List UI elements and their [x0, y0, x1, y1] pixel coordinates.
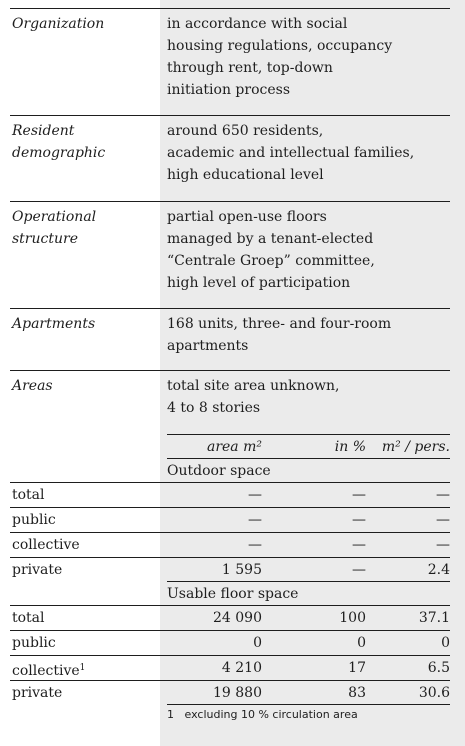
section-label: Resident demographic	[12, 123, 106, 161]
section-areas	[10, 370, 450, 431]
section-label: Organization	[12, 16, 105, 32]
group-title: Usable floor space	[167, 586, 299, 602]
section-text: around 650 residents, academic and intellectual families, high educational level	[167, 123, 415, 183]
table-bottom-rule	[167, 704, 450, 706]
header-per-person: m² / pers.	[381, 439, 450, 455]
outdoor-space-title-row	[167, 458, 450, 483]
section-text: in accordance with social housing regulations, occupancy through rent, top-down initiation process	[167, 16, 393, 98]
table-row: public — — —	[10, 507, 450, 532]
table-row: private 1 595 — 2.4	[10, 557, 450, 582]
section-text: total site area unknown, 4 to 8 stories	[167, 378, 340, 416]
section-apartments	[10, 308, 450, 367]
table-row: collective — — —	[10, 532, 450, 557]
footnote-marker: 1	[79, 663, 86, 673]
header-percent: in %	[334, 439, 366, 455]
footnote	[167, 708, 358, 722]
footnote-number: 1	[167, 708, 174, 721]
section-operational-structure	[10, 201, 450, 304]
section-organization	[10, 8, 450, 112]
table-row: public 0 0 0	[10, 630, 450, 655]
section-label: Operational structure	[12, 209, 97, 247]
section-label: Apartments	[12, 316, 96, 332]
header-area: area m²	[206, 439, 262, 455]
section-label: Areas	[12, 378, 53, 394]
table-row: total — — —	[10, 482, 450, 507]
table-row: collective$^1$ 4 210 17 6.5	[10, 655, 450, 680]
table-row: private 19 880 83 30.6	[10, 680, 450, 705]
section-resident-demographic	[10, 115, 450, 198]
footnote-text: excluding 10 % circulation area	[184, 708, 358, 721]
table-header-row	[167, 434, 450, 459]
table-row: total 24 090 100 37.1	[10, 605, 450, 630]
section-text: 168 units, three- and four-room apartments	[167, 316, 392, 354]
section-text: partial open-use floors managed by a tenant-elected “Centrale Groep” committee, high level of participation	[167, 209, 375, 291]
group-title: Outdoor space	[167, 463, 271, 479]
usable-floor-space-title-row	[167, 581, 450, 606]
